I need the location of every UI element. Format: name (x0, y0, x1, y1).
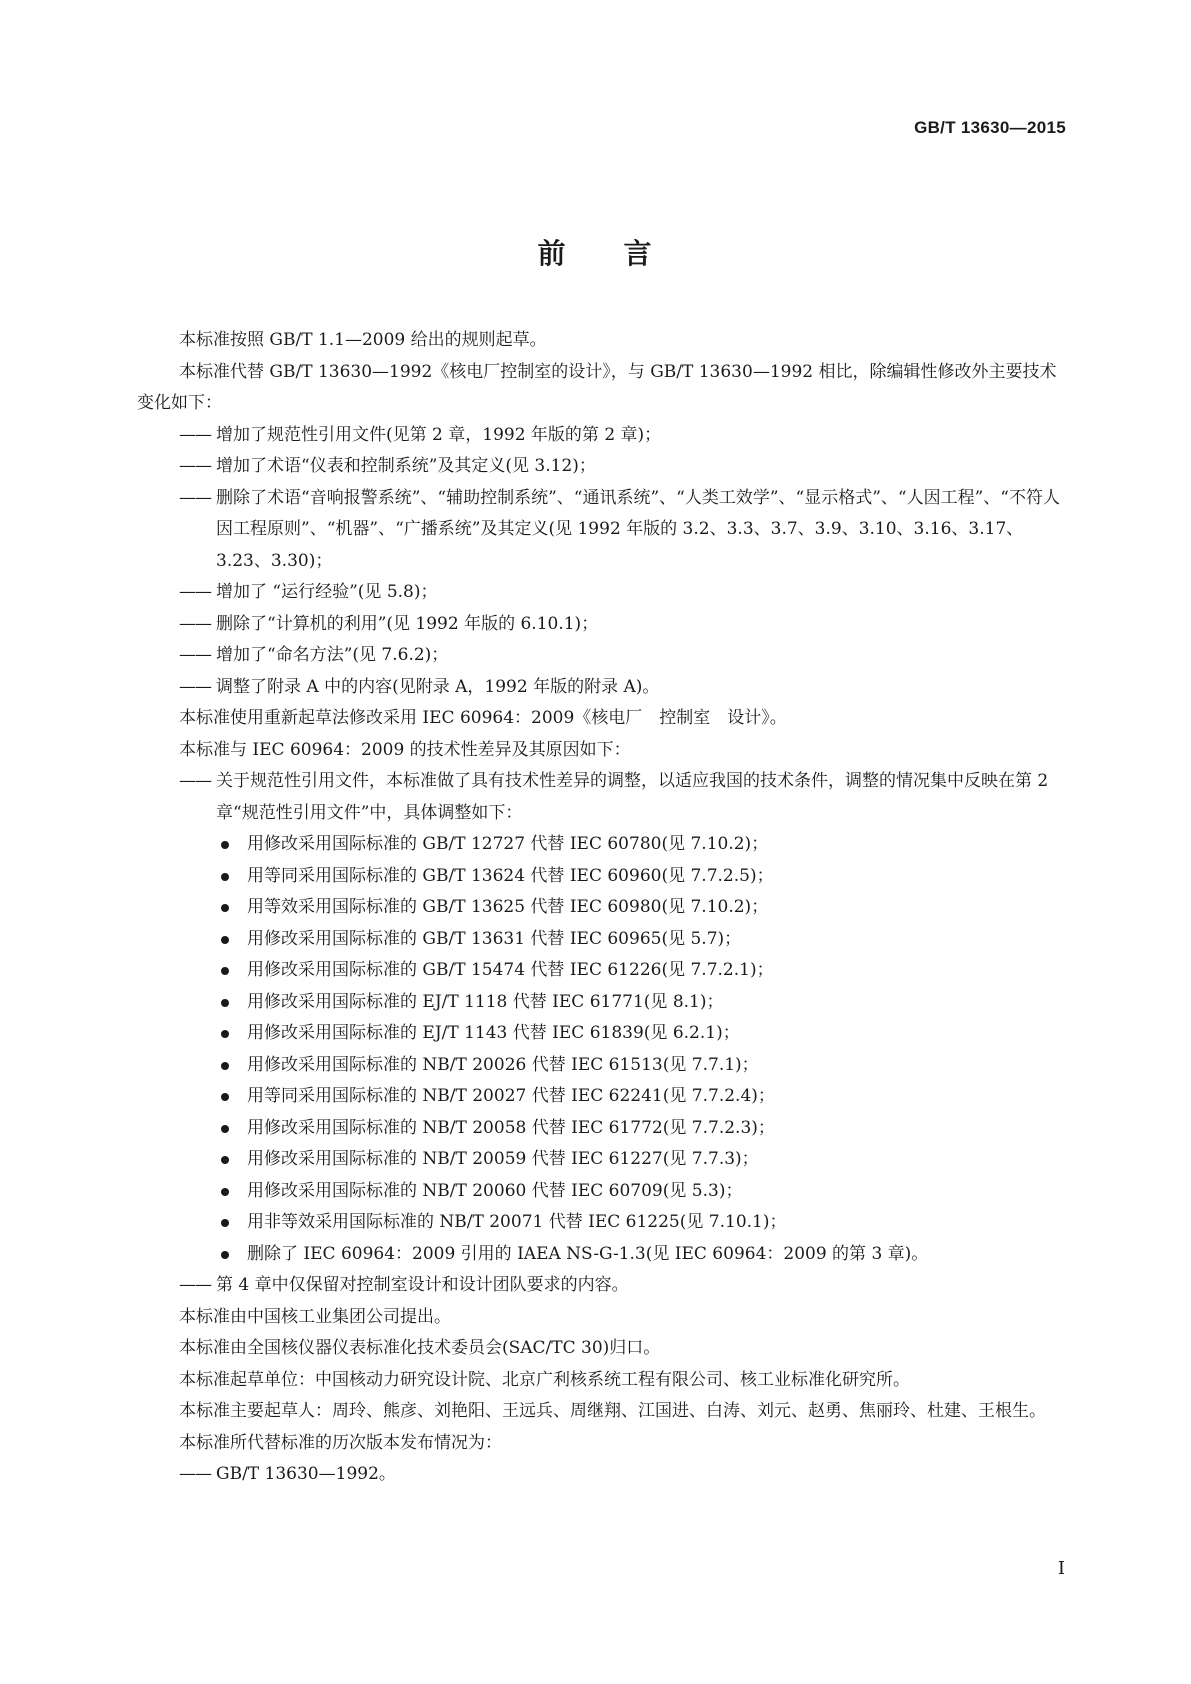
paragraph: 本标准代替 GB/T 13630—1992《核电厂控制室的设计》，与 GB/T 13630—1992 相比，除编辑性修改外主要技术变化如下： (137, 361, 1057, 413)
paragraph: 本标准起草单位：中国核动力研究设计院、北京广利核系统工程有限公司、核工业标准化研究所。 (179, 1369, 910, 1390)
bullet-list-item: 用修改采用国际标准的 EJ/T 1143 代替 IEC 61839(见 6.2.1)； (137, 1018, 1065, 1050)
dash-list-item: —— GB/T 13630—1992。 (137, 1459, 1065, 1491)
bullet-list-item: 用修改采用国际标准的 EJ/T 1118 代替 IEC 61771(见 8.1)； (137, 987, 1065, 1019)
paragraph: 本标准使用重新起草法修改采用 IEC 60964：2009《核电厂 控制室 设计》。 (179, 708, 787, 728)
bullet-list-item: 删除了 IEC 60964：2009 引用的 IAEA NS-G-1.3(见 IEC 60964：2009 的第 3 章)。 (137, 1239, 1065, 1271)
bullet-list-item: 用修改采用国际标准的 NB/T 20060 代替 IEC 60709(见 5.3)； (137, 1176, 1065, 1208)
bullet-list-item: 用等效采用国际标准的 GB/T 13625 代替 IEC 60980(见 7.10.2)； (137, 892, 1065, 924)
foreword-body (137, 325, 1065, 1491)
dash-list-item: —— 删除了“计算机的利用”(见 1992 年版的 6.10.1)； (137, 609, 1065, 641)
bullet-list-item: 用等同采用国际标准的 NB/T 20027 代替 IEC 62241(见 7.7.2.4)； (137, 1081, 1065, 1113)
bullet-list-item: 用修改采用国际标准的 NB/T 20058 代替 IEC 61772(见 7.7.2.3)； (137, 1113, 1065, 1145)
dash-list-item: —— 调整了附录 A 中的内容(见附录 A，1992 年版的附录 A)。 (137, 672, 1065, 704)
dash-list-item: —— 第 4 章中仅保留对控制室设计和设计团队要求的内容。 (137, 1270, 1065, 1302)
page-number: I (1057, 1558, 1065, 1579)
dash-list-item: —— 增加了规范性引用文件(见第 2 章，1992 年版的第 2 章)； (137, 420, 1065, 452)
bullet-list-item: 用修改采用国际标准的 GB/T 13631 代替 IEC 60965(见 5.7)； (137, 924, 1065, 956)
dash-list-item: —— 增加了 “运行经验”(见 5.8)； (137, 577, 1065, 609)
paragraph: 本标准按照 GB/T 1.1—2009 给出的规则起草。 (179, 330, 547, 350)
standard-code: GB/T 13630—2015 (914, 118, 1066, 137)
title-char-1: 前 (537, 237, 568, 270)
dash-list-item: —— 增加了术语“仪表和控制系统”及其定义(见 3.12)； (137, 451, 1065, 483)
page-title (0, 232, 1191, 272)
dash-list-item: —— 关于规范性引用文件，本标准做了具有技术性差异的调整，以适应我国的技术条件，调整的情况集中反映在第 2 章“规范性引用文件”中，具体调整如下： (137, 766, 1065, 829)
paragraph: 本标准由中国核工业集团公司提出。 (179, 1306, 451, 1327)
bullet-list-item: 用等同采用国际标准的 GB/T 13624 代替 IEC 60960(见 7.7.2.5)； (137, 861, 1065, 893)
title-char-2: 言 (623, 237, 654, 270)
bullet-list-item: 用修改采用国际标准的 GB/T 15474 代替 IEC 61226(见 7.7.2.1)； (137, 955, 1065, 987)
bullet-list-item: 用修改采用国际标准的 NB/T 20026 代替 IEC 61513(见 7.7.1)； (137, 1050, 1065, 1082)
bullet-list-item: 用非等效采用国际标准的 NB/T 20071 代替 IEC 61225(见 7.10.1)； (137, 1207, 1065, 1239)
bullet-list-item: 用修改采用国际标准的 GB/T 12727 代替 IEC 60780(见 7.10.2)； (137, 829, 1065, 861)
dash-list-item: —— 删除了术语“音响报警系统”、“辅助控制系统”、“通讯系统”、“人类工效学”、“显示格式”、“人因工程”、“不符人因工程原则”、“机器”、“广播系统”及其定义(见 1992 年版的 3.2、3.3、3.7、3.9、3.10、3.16、3.17、3.23、3.30)； (137, 483, 1065, 578)
paragraph: 本标准主要起草人：周玲、熊彦、刘艳阳、王远兵、周继翔、江国进、白涛、刘元、赵勇、焦丽玲、杜建、王根生。 (179, 1401, 1046, 1421)
bullet-list-item: 用修改采用国际标准的 NB/T 20059 代替 IEC 61227(见 7.7.3)； (137, 1144, 1065, 1176)
paragraph: 本标准与 IEC 60964：2009 的技术性差异及其原因如下： (179, 739, 631, 760)
dash-list-item: —— 增加了“命名方法”(见 7.6.2)； (137, 640, 1065, 672)
paragraph: 本标准由全国核仪器仪表标准化技术委员会(SAC/TC 30)归口。 (179, 1338, 661, 1358)
paragraph: 本标准所代替标准的历次版本发布情况为： (179, 1432, 502, 1453)
